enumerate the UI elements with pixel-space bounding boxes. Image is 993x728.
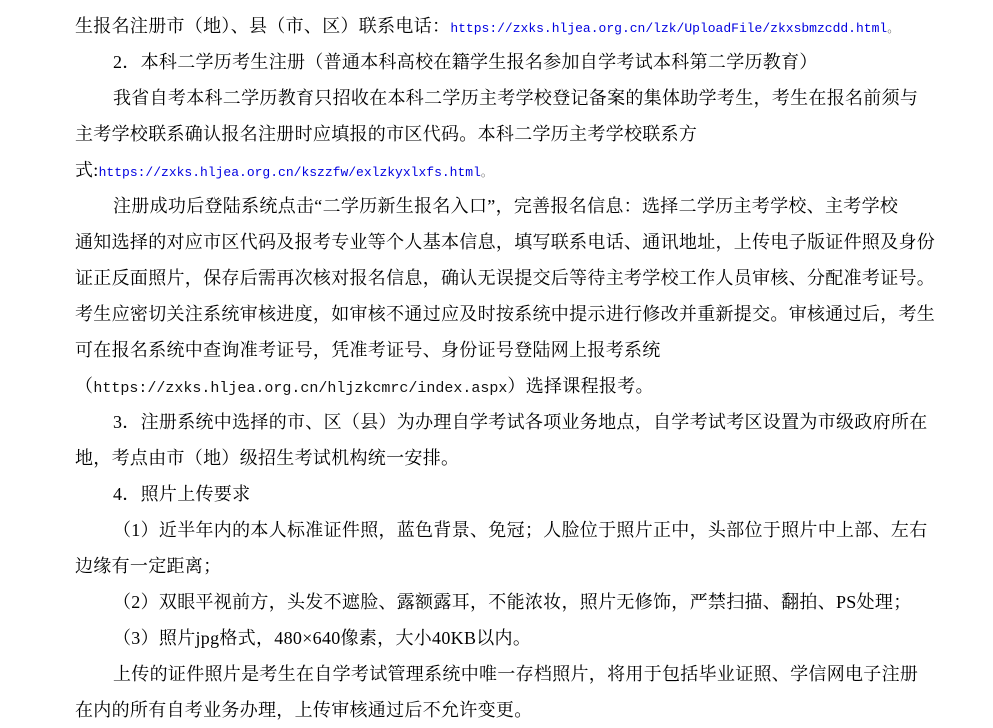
text-segment: （1）近半年内的本人标准证件照，蓝色背景、免冠；人脸位于照片正中，头部位于照片中上部、左右 — [113, 520, 928, 540]
text-line — [75, 224, 936, 260]
text-line — [75, 80, 923, 116]
text-line — [75, 440, 923, 476]
text-segment: 4．照片上传要求 — [113, 484, 251, 504]
text-segment: （2）双眼平视前方，头发不遮脸、露额露耳，不能浓妆，照片无修饰，严禁扫描、翻拍、PS处理； — [113, 592, 912, 612]
text-line — [75, 584, 923, 620]
text-segment: 。 — [887, 21, 900, 35]
text-segment: 上传的证件照片是考生在自学考试管理系统中唯一存档照片，将用于包括毕业证照、学信网电子注册 — [113, 664, 919, 684]
text-segment: 证正反面照片，保存后需再次核对报名信息，确认无误提交后等待主考学校工作人员审核、分配准考证号。 — [75, 268, 936, 288]
text-line — [75, 8, 923, 44]
text-segment: （ — [75, 376, 94, 396]
text-segment: 3．注册系统中选择的市、区（县）为办理自学考试各项业务地点，自学考试考区设置为市级政府所在 — [113, 412, 928, 432]
text-line — [75, 188, 923, 224]
text-line — [75, 368, 923, 404]
text-segment: 式: — [75, 160, 99, 180]
text-line — [75, 548, 923, 584]
text-segment: ）选择课程报考。 — [507, 376, 654, 396]
url-text: https://zxks.hljea.org.cn/hljzkcmrc/index.aspx — [93, 380, 508, 397]
text-segment: 考生应密切关注系统审核进度，如审核不通过应及时按系统中提示进行修改并重新提交。审核通过后，考生 — [75, 304, 936, 324]
text-segment: 主考学校联系确认报名注册时应填报的市区代码。本科二学历主考学校联系方 — [75, 124, 698, 144]
document-body — [75, 8, 936, 728]
text-segment: 生报名注册市（地）、县（市、区）联系电话： — [75, 16, 451, 36]
text-line — [75, 692, 923, 728]
text-line — [75, 152, 923, 188]
text-segment: 。 — [480, 165, 494, 179]
text-line — [75, 512, 928, 548]
url-link[interactable]: https://zxks.hljea.org.cn/kszzfw/exlzkyxlxfs.html — [98, 165, 481, 180]
text-line — [75, 116, 923, 152]
text-line — [75, 44, 923, 80]
text-segment: （3）照片jpg格式，480×640像素，大小40KB以内。 — [113, 628, 532, 648]
text-segment: 注册成功后登陆系统点击“二学历新生报名入口”，完善报名信息：选择二学历主考学校、主考学校 — [113, 196, 899, 216]
text-segment: 边缘有一定距离； — [75, 556, 222, 576]
text-segment: 可在报名系统中查询准考证号，凭准考证号、身份证号登陆网上报考系统 — [75, 340, 661, 360]
text-segment: 通知选择的对应市区代码及报考专业等个人基本信息，填写联系电话、通讯地址，上传电子版证件照及身份 — [75, 232, 936, 252]
text-line — [75, 260, 936, 296]
text-line — [75, 404, 928, 440]
text-line — [75, 620, 923, 656]
text-segment: 我省自考本科二学历教育只招收在本科二学历主考学校登记备案的集体助学考生，考生在报名前须与 — [113, 88, 919, 108]
text-line — [75, 476, 923, 512]
text-line — [75, 296, 936, 332]
text-line — [75, 332, 923, 368]
text-segment: 2．本科二学历考生注册（普通本科高校在籍学生报名参加自学考试本科第二学历教育） — [113, 52, 818, 72]
text-line — [75, 656, 923, 692]
url-link[interactable]: https://zxks.hljea.org.cn/lzk/UploadFile/zkxsbmzcdd.html — [450, 21, 888, 36]
text-segment: 在内的所有自考业务办理，上传审核通过后不允许变更。 — [75, 700, 533, 720]
text-segment: 地，考点由市（地）级招生考试机构统一安排。 — [75, 448, 460, 468]
